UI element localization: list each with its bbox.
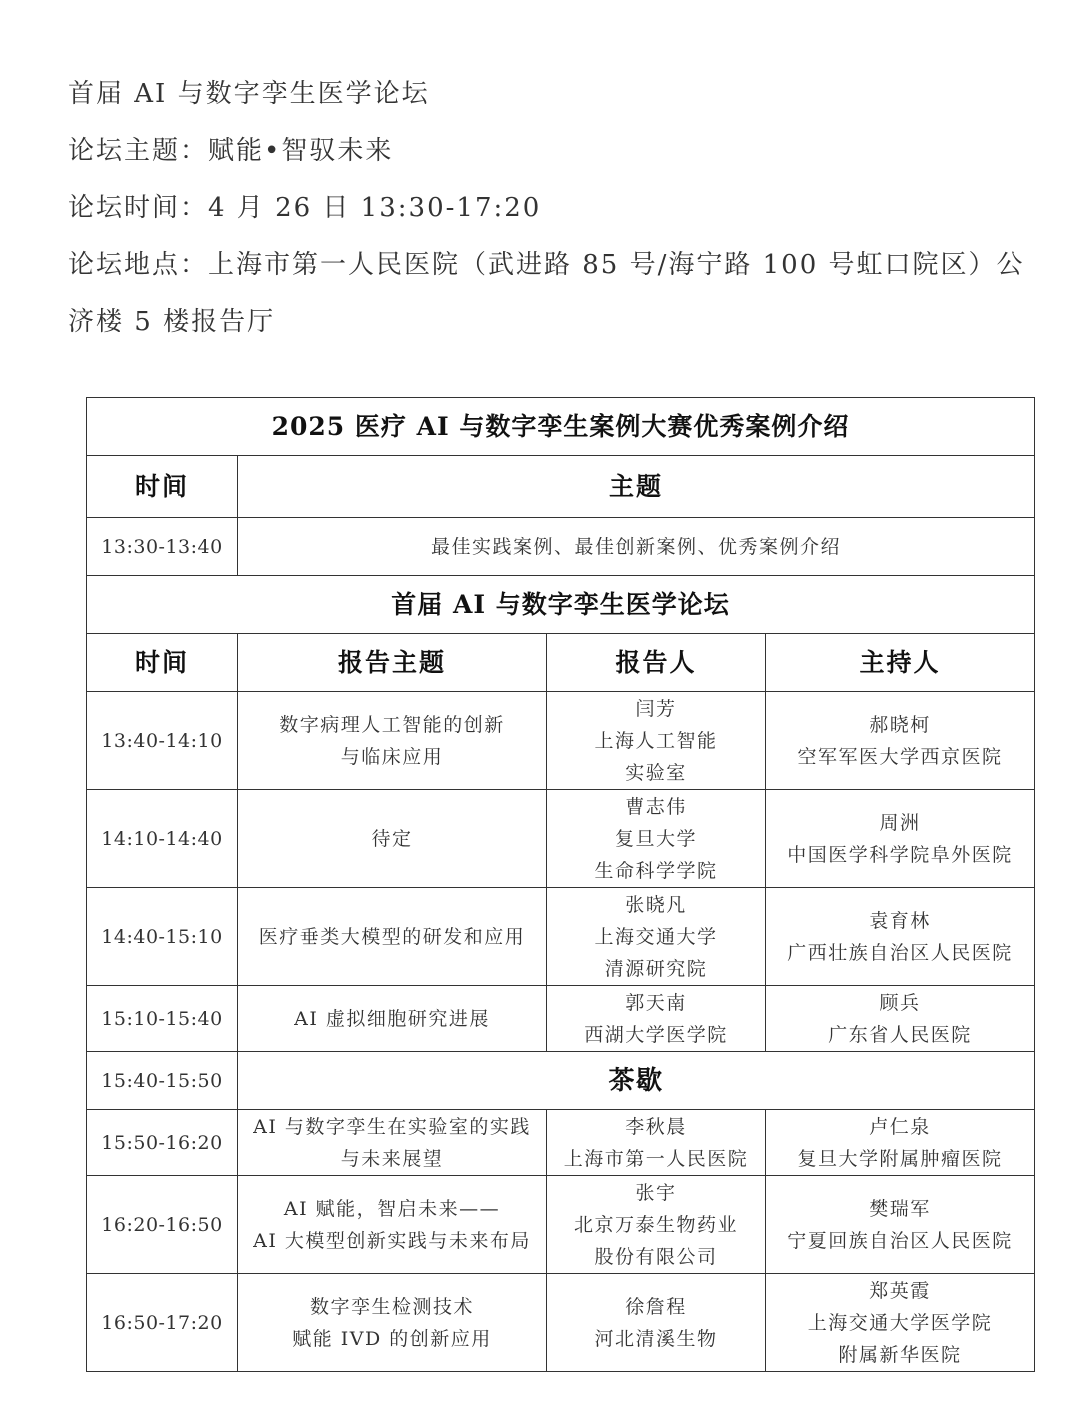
host-affiliation: 复旦大学附属肿瘤医院	[797, 1147, 1003, 1170]
speaker-affiliation: 清源研究院	[604, 957, 708, 980]
row-time: 13:40-14:10	[87, 692, 238, 790]
row-topic-line: 数字孪生检测技术	[309, 1295, 474, 1318]
section1-row-topic: 最佳实践案例、最佳创新案例、优秀案例介绍	[238, 518, 1035, 576]
speaker-name: 张晓凡	[625, 893, 687, 916]
row-topic	[238, 1110, 547, 1176]
table-row	[87, 1110, 1035, 1176]
section2-header-row	[87, 634, 1035, 692]
section2-topic-header: 报告主题	[238, 634, 547, 692]
row-topic-line: 数字病理人工智能的创新	[279, 713, 505, 736]
row-topic-line: 医疗垂类大模型的研发和应用	[258, 925, 526, 948]
row-speaker	[547, 692, 766, 790]
row-time: 16:50-17:20	[87, 1274, 238, 1372]
section2-title: 首届 AI 与数字孪生医学论坛	[87, 576, 1035, 634]
row-time: 15:10-15:40	[87, 986, 238, 1052]
forum-time: 论坛时间：4 月 26 日 13:30-17:20	[68, 193, 542, 223]
tea-break-row	[87, 1052, 1035, 1110]
section2-time-header: 时间	[87, 634, 238, 692]
row-topic	[238, 692, 547, 790]
section1-row-time: 13:30-13:40	[87, 518, 238, 576]
section2-host-header: 主持人	[766, 634, 1035, 692]
table-row	[87, 986, 1035, 1052]
section1-row	[87, 518, 1035, 576]
speaker-affiliation: 股份有限公司	[594, 1245, 718, 1268]
schedule-table	[86, 397, 1035, 1372]
host-affiliation: 中国医学科学院阜外医院	[787, 843, 1013, 866]
tea-break-label: 茶歇	[238, 1052, 1035, 1110]
section1-topic-header: 主题	[238, 456, 1035, 518]
row-time: 14:10-14:40	[87, 790, 238, 888]
row-host	[766, 1176, 1035, 1274]
host-affiliation: 广东省人民医院	[828, 1023, 972, 1046]
speaker-name: 徐詹程	[625, 1295, 687, 1318]
speaker-name: 闫芳	[635, 697, 677, 720]
row-topic-line: 赋能 IVD 的创新应用	[292, 1327, 492, 1350]
row-topic	[238, 888, 547, 986]
speaker-name: 李秋晨	[625, 1115, 687, 1138]
host-name: 郑英霞	[869, 1279, 931, 1302]
speaker-name: 张宇	[635, 1181, 677, 1204]
speaker-affiliation: 实验室	[625, 761, 687, 784]
row-speaker	[547, 1176, 766, 1274]
forum-theme: 论坛主题：赋能•智驭未来	[68, 136, 394, 166]
row-speaker	[547, 1110, 766, 1176]
table-row	[87, 888, 1035, 986]
row-speaker	[547, 790, 766, 888]
row-host	[766, 986, 1035, 1052]
forum-location-cont: 济楼 5 楼报告厅	[68, 307, 276, 337]
row-host	[766, 888, 1035, 986]
row-topic-line: 待定	[371, 827, 413, 850]
table-row	[87, 1274, 1035, 1372]
forum-title: 首届 AI 与数字孪生医学论坛	[68, 79, 430, 109]
speaker-name: 郭天南	[625, 991, 687, 1014]
speaker-affiliation: 河北清溪生物	[594, 1327, 718, 1350]
section2-title-row	[87, 576, 1035, 634]
host-name: 卢仁泉	[869, 1115, 931, 1138]
row-host	[766, 1110, 1035, 1176]
host-name: 樊瑞军	[869, 1197, 931, 1220]
host-name: 袁育林	[869, 909, 931, 932]
row-topic	[238, 1274, 547, 1372]
speaker-affiliation: 上海人工智能	[594, 729, 718, 752]
section1-title: 2025 医疗 AI 与数字孪生案例大赛优秀案例介绍	[87, 398, 1035, 456]
host-affiliation: 空军军医大学西京医院	[797, 745, 1003, 768]
row-time: 16:20-16:50	[87, 1176, 238, 1274]
host-name: 周洲	[879, 811, 921, 834]
table-row	[87, 692, 1035, 790]
speaker-affiliation: 上海市第一人民医院	[563, 1147, 749, 1170]
section1-time-header: 时间	[87, 456, 238, 518]
speaker-affiliation: 北京万泰生物药业	[573, 1213, 738, 1236]
row-host	[766, 790, 1035, 888]
row-time: 15:50-16:20	[87, 1110, 238, 1176]
speaker-affiliation: 上海交通大学	[594, 925, 718, 948]
table-row	[87, 1176, 1035, 1274]
row-topic	[238, 1176, 547, 1274]
row-topic-line: AI 与数字孪生在实验室的实践	[253, 1115, 531, 1138]
host-affiliation: 宁夏回族自治区人民医院	[787, 1229, 1013, 1252]
forum-intro	[68, 66, 1028, 351]
row-speaker	[547, 986, 766, 1052]
row-topic-line: 与未来展望	[340, 1147, 444, 1170]
section2-speaker-header: 报告人	[547, 634, 766, 692]
row-speaker	[547, 888, 766, 986]
forum-location: 论坛地点：上海市第一人民医院（武进路 85 号/海宁路 100 号虹口院区）公	[68, 250, 1025, 280]
row-host	[766, 692, 1035, 790]
host-name: 郝晓柯	[869, 713, 931, 736]
table-row	[87, 790, 1035, 888]
host-affiliation: 附属新华医院	[838, 1343, 962, 1366]
speaker-affiliation: 复旦大学	[614, 827, 697, 850]
row-host	[766, 1274, 1035, 1372]
row-topic	[238, 986, 547, 1052]
section1-header-row	[87, 456, 1035, 518]
tea-break-time: 15:40-15:50	[87, 1052, 238, 1110]
host-name: 顾兵	[879, 991, 921, 1014]
row-topic-line: AI 赋能，智启未来——	[283, 1197, 501, 1220]
row-topic-line: AI 虚拟细胞研究进展	[294, 1007, 490, 1030]
row-topic-line: AI 大模型创新实践与未来布局	[253, 1229, 531, 1252]
speaker-affiliation: 西湖大学医学院	[584, 1023, 728, 1046]
speaker-affiliation: 生命科学学院	[594, 859, 718, 882]
host-affiliation: 广西壮族自治区人民医院	[787, 941, 1013, 964]
speaker-name: 曹志伟	[625, 795, 687, 818]
row-topic-line: 与临床应用	[340, 745, 444, 768]
row-time: 14:40-15:10	[87, 888, 238, 986]
host-affiliation: 上海交通大学医学院	[807, 1311, 993, 1334]
row-topic	[238, 790, 547, 888]
section1-title-row	[87, 398, 1035, 456]
row-speaker	[547, 1274, 766, 1372]
